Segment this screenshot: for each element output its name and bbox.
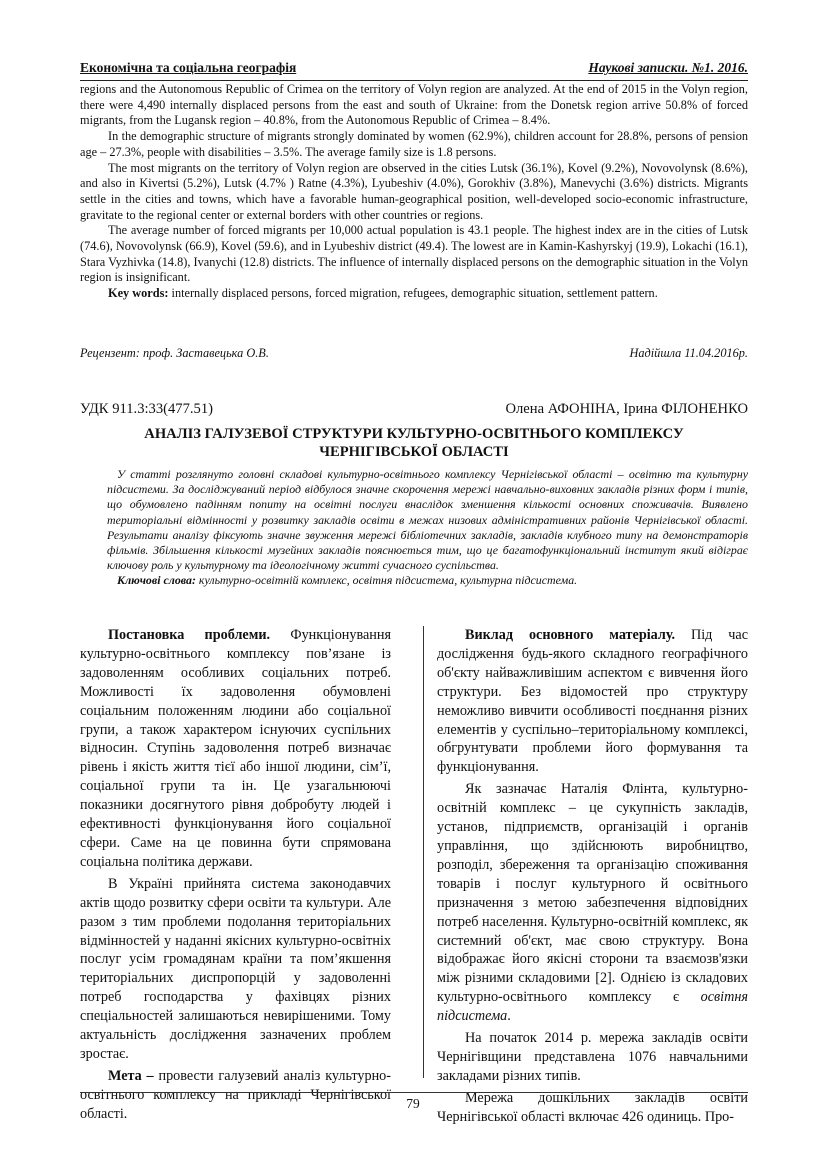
review-line bbox=[80, 346, 748, 361]
article-abstract bbox=[107, 467, 748, 589]
summary-keywords-text: internally displaced persons, forced migration, refugees, demographic situation, settlement pattern. bbox=[168, 286, 658, 301]
goal-text: провести галузевий аналіз культурно-освітнього комплексу на прикладі Чернігівської області. bbox=[80, 1067, 391, 1122]
summary-paragraph: The average number of forced migrants per 10,000 actual population is 43.1 people. The highest index are in the cities of Lutsk (74.6), Novovolynsk (66.9), Kovel (59.6), and in Lyubeshiv district (49.4). The lowest are in Kamin-Kashyrskyj (19.9), Lokachi (16.1), Stara Vyzhivka (14.8), Ivanychi (12.8) districts. The influence of internally displaced persons on the demographic situation in the Volyn region is insignificant. bbox=[80, 223, 748, 285]
right-column bbox=[437, 626, 748, 1127]
problem-statement-heading: Постановка проблеми. bbox=[108, 627, 271, 643]
summary-paragraph: regions and the Autonomous Republic of Crimea on the territory of Volyn region are analyzed. At the end of 2015 in the Volyn region, there were 4,490 internally displaced persons from the east and south of Ukraine: from the Donetsk region arrive 50.8% of forced migrants, from the Lugansk region – 40.8%, from the Autonomous Republic of Crimea – 8.4%. bbox=[80, 82, 748, 128]
definition-emphasis: освітня підсистема bbox=[437, 989, 748, 1025]
summary-paragraph: The most migrants on the territory of Volyn region are observed in the cities Lutsk (36.1%), Kovel (9.2%), Novovolynsk (8.6%), and also in Kivertsi (5.2%), Lutsk (4.7% ) Ratne (4.3%), Lyubeshiv (4.0%), Gorokhiv (3.8%), Manevychi (3.6%) districts. Migrants settle in the cities and towns, which have a favorable human-geographical position, well-developed socio-economic infrastructure, gravitate to the regional center or external borders with other countries or regions. bbox=[80, 160, 748, 222]
problem-statement-paragraph bbox=[80, 626, 391, 872]
main-material-paragraph bbox=[437, 626, 748, 777]
article-title bbox=[80, 425, 748, 461]
page-number: 79 bbox=[406, 1096, 420, 1111]
main-material-heading: Виклад основного матеріалу. bbox=[465, 627, 676, 643]
title-line-1: АНАЛІЗ ГАЛУЗЕВОЇ СТРУКТУРИ КУЛЬТУРНО-ОСВІТНЬОГО КОМПЛЕКСУ bbox=[144, 426, 684, 442]
education-network-paragraph: На початок 2014 р. мережа закладів освіти Чернігівщини представлена 1076 навчальними закладами різних типів. bbox=[437, 1030, 748, 1084]
abstract-keywords-label: Ключові слова: bbox=[117, 573, 196, 588]
preschool-paragraph: Мережа дошкільних закладів освіти Чернігівської області включає 426 одиниць. Про- bbox=[437, 1089, 748, 1125]
abstract-keywords bbox=[107, 573, 748, 588]
definition-end: . bbox=[507, 1008, 511, 1025]
problem-statement-text: Функціонування культурно-освітнього комплексу пов’язане із задоволенням особливих соціальних потреб. Можливості їх задоволення обумовлені соціальним положенням людини або соціальної групи, а також характером існуючих суспільних відносин. Ступінь задоволення потреб визначає рівень і якість життя тієї або іншої людини, сім’ї, соціальної групи та ін. Це узагальнюючі показники досягнутого рівня добробуту людей і ефективності функціонування його соціальної сфери. Саме на це повинна бути спрямована соціальна політика держави. bbox=[80, 627, 391, 870]
summary-paragraph: In the demographic structure of migrants strongly dominated by women (62.9%), children account for 28.8%, persons of pension age – 27.3%, people with disabilities – 3.5%. The average family size is 1.8 persons. bbox=[80, 129, 748, 159]
udk-line bbox=[80, 401, 748, 418]
header-section-title: Економічна та соціальна географія bbox=[80, 60, 297, 75]
received-date: Надійшла 11.04.2016р. bbox=[629, 346, 748, 360]
left-column bbox=[80, 626, 391, 1124]
udk-code: УДК 911.3:33(477.51) bbox=[80, 401, 213, 417]
main-material-text: Під час дослідження будь-якого складного географічного об'єкту найважливішим аспектом є вивчення його структури. Без відомостей про структуру неможливо вивчити особливості поєднання різних елементів у суспільно–територіальному комплексі, обгрунтувати проблеми його формування та функціонування. bbox=[437, 627, 749, 776]
goal-heading: Мета – bbox=[108, 1067, 154, 1084]
definition-paragraph bbox=[437, 780, 748, 1026]
footer-rule bbox=[80, 1092, 748, 1093]
summary-keywords-label: Key words: bbox=[108, 286, 169, 301]
title-line-2: ЧЕРНІГІВСЬКОЇ ОБЛАСТІ bbox=[319, 444, 509, 460]
abstract-keywords-text: культурно-освітній комплекс, освітня підсистема, культурна підсистема. bbox=[195, 573, 578, 588]
summary-keywords bbox=[80, 286, 748, 302]
legislation-paragraph: В Україні прийнята система законодавчих актів щодо розвитку сфери освіти та культури. Але разом з тим проблеми подолання територіальних відмінностей у наданні якісних культурно-освітніх послуг усім громадянам країни та пом’якшення територіальних диспропорцій у задоволенні потреб господарства у фахівцях різних спеціальностей залишаються невирішеними. Тому актуальність дослідження зазначених проблем зростає. bbox=[80, 875, 391, 1062]
article-authors: Олена АФОНІНА, Ірина ФІЛОНЕНКО bbox=[505, 401, 748, 417]
english-summary bbox=[80, 82, 748, 302]
reviewer: Рецензент: проф. Заставецька О.В. bbox=[80, 346, 269, 360]
abstract-text: У статті розглянуто головні складові культурно-освітнього комплексу Чернігівської області – освітню та культурну підсистеми. За досліджуваний період відбулося значне скорочення мережі навчально-виховних закладів різних форм і типів, що обумовлено падінням попиту на освітні послуги внаслідок зменшення кількості основних споживачів. Виявлено територіальні відмінності у розвитку закладів освіти в межах низових адміністративних районів Чернігівської області. Результати аналізу фіксують значне звуження мережі бібліотечних закладів, закладів клубного типу на демонстраторів фільмів. Збільшення кількості музейних закладів пояснюється тим, що це багатофункціональний інститут який відіграє ключову роль у культурному та ідеологічному житті сучасного суспільства. bbox=[107, 467, 748, 573]
running-header bbox=[80, 60, 748, 81]
header-journal-issue: Наукові записки. №1. 2016. bbox=[588, 60, 748, 75]
definition-text: Як зазначає Наталія Флінта, культурно-освітній комплекс – це сукупність закладів, установ, підприємств, організацій і органів управління, що здійснюють виробництво, розподіл, збереження та організацію споживання товарів і послуг культурного й освітнього призначення з метою забезпечення відповідних потреб населення. Культурно-освітній комплекс, як системний об'єкт, має свою структуру. Вона відображає його якісні сторони та взаємозв'язки між різними складовими [2]. Однією із складових культурно-освітнього комплексу є bbox=[437, 781, 748, 1006]
column-divider bbox=[423, 626, 424, 1078]
